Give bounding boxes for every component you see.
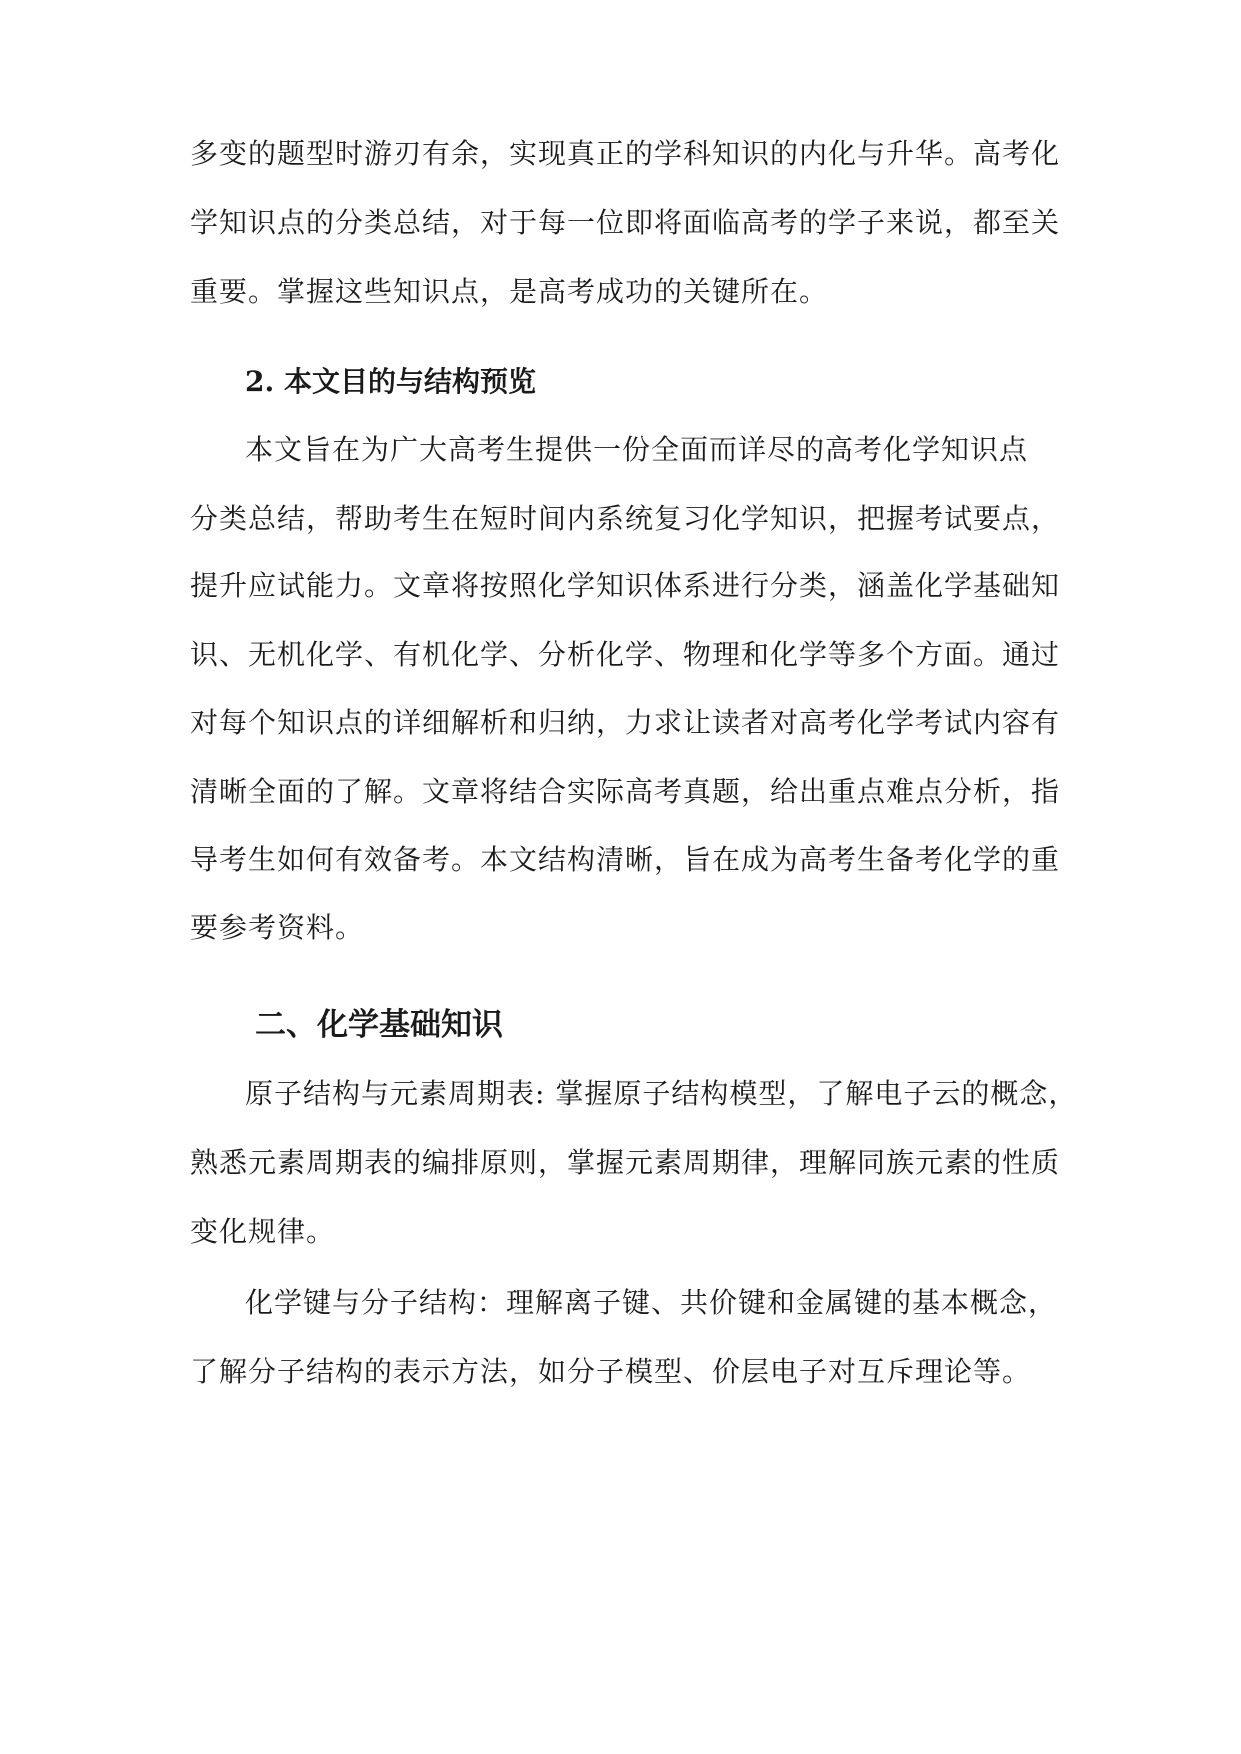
atomic-line-3: 变化规律。: [190, 1215, 336, 1248]
purpose-line-7: 导考生如何有效备考。本文结构清晰，旨在成为高考生备考化学的重: [190, 843, 1061, 876]
purpose-line-5: 对每个知识点的详细解析和归纳，力求让读者对高考化学考试内容有: [190, 706, 1061, 739]
purpose-line-1: 本文旨在为广大高考生提供一份全面而详尽的高考化学知识点: [245, 433, 1029, 466]
purpose-line-6: 清晰全面的了解。文章将结合实际高考真题，给出重点难点分析，指: [190, 775, 1061, 808]
purpose-line-4: 识、无机化学、有机化学、分析化学、物理和化学等多个方面。通过: [190, 638, 1061, 671]
intro-line-1: 多变的题型时游刃有余，实现真正的学科知识的内化与升华。高考化: [190, 137, 1061, 170]
bond-line-2: 了解分子结构的表示方法，如分子模型、价层电子对互斥理论等。: [190, 1355, 1032, 1388]
bond-line-1: 化学键与分子结构：理解离子键、共价键和金属键的基本概念，: [245, 1286, 1058, 1319]
atomic-line-1: 原子结构与元素周期表: 掌握原子结构模型，了解电子云的概念，: [245, 1077, 1078, 1110]
atomic-line-2: 熟悉元素周期表的编排原则，掌握元素周期律，理解同族元素的性质: [190, 1146, 1061, 1179]
intro-line-2: 学知识点的分类总结，对于每一位即将面临高考的学子来说，都至关: [190, 206, 1061, 239]
purpose-line-3: 提升应试能力。文章将按照化学知识体系进行分类，涵盖化学基础知: [190, 569, 1061, 602]
intro-line-3: 重要。掌握这些知识点，是高考成功的关键所在。: [190, 275, 829, 308]
purpose-line-2: 分类总结，帮助考生在短时间内系统复习化学知识，把握考试要点，: [190, 502, 1061, 535]
purpose-line-8: 要参考资料。: [190, 911, 365, 944]
section-heading-purpose: 2. 本文目的与结构预览: [245, 365, 536, 398]
chapter-heading: 二、化学基础知识: [255, 1007, 503, 1043]
